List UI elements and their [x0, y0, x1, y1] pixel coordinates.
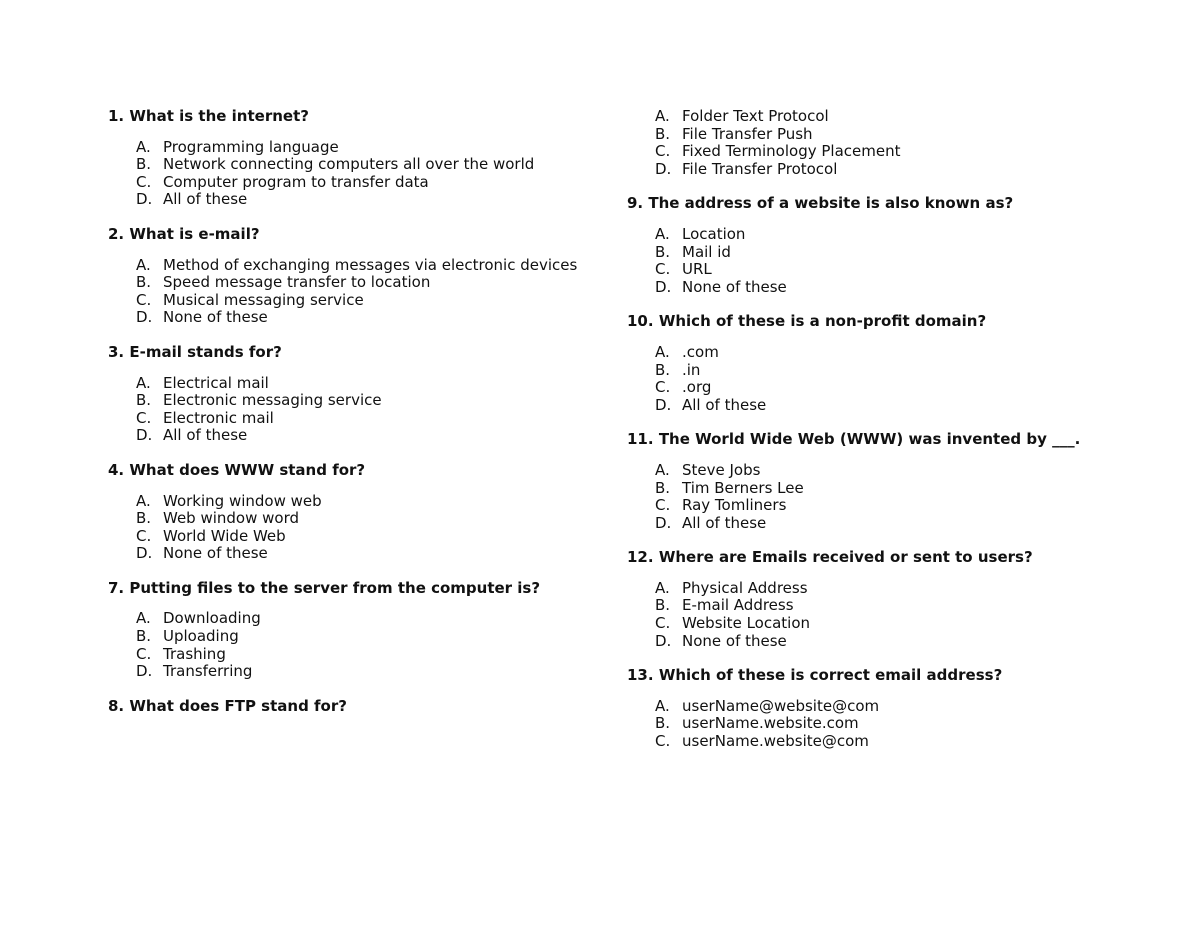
option-text: Mail id — [682, 242, 731, 261]
question-text: Which of these is correct email address? — [658, 666, 1003, 685]
question-number: 8. — [108, 696, 125, 715]
option-text: Ray Tomliners — [682, 496, 787, 515]
question-heading — [627, 667, 1147, 685]
question-number: 1. — [108, 107, 125, 125]
option-text: Musical messaging service — [163, 290, 364, 309]
option-letter: C. — [655, 496, 671, 515]
option-letter: C. — [655, 614, 671, 633]
answer-option — [108, 510, 578, 528]
option-letter: D. — [655, 277, 672, 296]
option-letter: C. — [655, 142, 671, 161]
option-text: Fixed Terminology Placement — [682, 142, 901, 161]
answer-option — [627, 244, 1147, 262]
option-letter: B. — [136, 273, 152, 292]
option-letter: A. — [136, 609, 151, 628]
question-heading — [627, 195, 1147, 213]
answer-option — [627, 126, 1147, 144]
answer-option — [108, 646, 578, 664]
answer-option — [627, 715, 1147, 733]
option-text: E-mail Address — [682, 596, 794, 615]
question-block — [627, 549, 1147, 650]
option-letter: C. — [136, 526, 152, 545]
option-text: Web window word — [163, 509, 300, 528]
question-text: E-mail stands for? — [129, 342, 282, 361]
question-heading — [108, 344, 578, 362]
option-text: All of these — [682, 395, 767, 414]
question-block — [108, 344, 578, 445]
question-heading — [627, 313, 1147, 331]
option-text: None of these — [682, 277, 787, 296]
answer-option — [108, 274, 578, 292]
continued-options-list — [627, 108, 1147, 178]
options-list — [108, 139, 578, 209]
option-letter: A. — [136, 491, 151, 510]
option-text: .org — [682, 378, 712, 397]
option-letter: A. — [655, 578, 670, 597]
option-text: File Transfer Push — [682, 124, 813, 143]
answer-option — [108, 375, 578, 393]
answer-option — [108, 139, 578, 157]
answer-option — [108, 493, 578, 511]
option-text: Website Location — [682, 614, 811, 633]
option-letter: D. — [136, 426, 153, 445]
answer-option — [627, 497, 1147, 515]
answer-option — [627, 143, 1147, 161]
options-list — [627, 462, 1147, 532]
option-letter: A. — [655, 696, 670, 715]
answer-option — [627, 733, 1147, 751]
option-letter: B. — [136, 627, 152, 646]
question-text: Putting files to the server from the computer is? — [129, 578, 541, 597]
option-letter: C. — [136, 408, 152, 427]
option-text: Electronic messaging service — [163, 391, 382, 410]
option-letter: D. — [655, 395, 672, 414]
answer-option — [627, 362, 1147, 380]
option-letter: C. — [655, 732, 671, 751]
option-text: Physical Address — [682, 578, 808, 597]
answer-option — [108, 174, 578, 192]
option-letter: C. — [136, 290, 152, 309]
question-block — [108, 580, 578, 681]
answer-option — [108, 292, 578, 310]
answer-option — [627, 515, 1147, 533]
answer-option — [627, 462, 1147, 480]
option-text: .com — [682, 342, 719, 361]
option-letter: A. — [136, 373, 151, 392]
option-text: userName.website.com — [682, 714, 859, 733]
option-letter: B. — [655, 478, 671, 497]
question-text: What is e-mail? — [129, 224, 260, 243]
question-block — [627, 431, 1147, 532]
option-text: Electrical mail — [163, 373, 269, 392]
answer-option — [627, 161, 1147, 179]
option-letter: B. — [136, 155, 152, 174]
question-heading — [108, 226, 578, 244]
question-number: 7. — [108, 578, 125, 597]
question-number: 3. — [108, 342, 125, 361]
question-number: 9. — [627, 194, 644, 213]
answer-option — [627, 615, 1147, 633]
option-text: Computer program to transfer data — [163, 172, 429, 191]
option-letter: D. — [136, 190, 153, 209]
option-letter: A. — [136, 137, 151, 156]
option-text: Location — [682, 224, 746, 243]
option-letter: C. — [655, 378, 671, 397]
question-block — [627, 313, 1147, 414]
answer-option — [627, 261, 1147, 279]
option-text: None of these — [163, 544, 268, 563]
question-number: 2. — [108, 224, 125, 243]
question-block — [627, 195, 1147, 296]
question-block — [627, 667, 1147, 750]
answer-option — [627, 580, 1147, 598]
question-block — [108, 698, 578, 716]
option-letter: B. — [136, 509, 152, 528]
options-list — [108, 493, 578, 563]
left-column — [108, 108, 578, 715]
question-block — [108, 462, 578, 563]
option-text: Method of exchanging messages via electronic devices — [163, 255, 578, 274]
question-text: What does WWW stand for? — [129, 460, 366, 479]
option-letter: B. — [655, 242, 671, 261]
answer-option — [627, 379, 1147, 397]
options-list — [627, 580, 1147, 650]
option-text: .in — [682, 360, 701, 379]
option-letter: D. — [655, 159, 672, 178]
answer-option — [627, 698, 1147, 716]
options-list — [627, 226, 1147, 296]
question-text: Which of these is a non-profit domain? — [658, 312, 987, 331]
option-letter: D. — [136, 544, 153, 563]
question-text: What does FTP stand for? — [129, 696, 347, 715]
options-list — [627, 698, 1147, 751]
question-heading — [108, 580, 578, 598]
question-heading — [108, 108, 578, 126]
answer-option — [627, 597, 1147, 615]
option-text: Trashing — [163, 644, 226, 663]
option-text: userName@website@com — [682, 696, 880, 715]
answer-option — [627, 344, 1147, 362]
option-text: Electronic mail — [163, 408, 274, 427]
option-letter: A. — [655, 460, 670, 479]
options-list — [108, 610, 578, 680]
option-text: Folder Text Protocol — [682, 107, 829, 125]
answer-option — [108, 309, 578, 327]
answer-option — [108, 663, 578, 681]
option-text: Working window web — [163, 491, 322, 510]
question-number: 12. — [627, 548, 654, 567]
answer-option — [108, 191, 578, 209]
option-letter: C. — [655, 260, 671, 279]
answer-option — [627, 108, 1147, 126]
answer-option — [108, 610, 578, 628]
question-heading — [627, 431, 1147, 449]
option-letter: D. — [655, 631, 672, 650]
answer-option — [108, 427, 578, 445]
options-list — [108, 257, 578, 327]
option-letter: D. — [136, 662, 153, 681]
option-text: Network connecting computers all over the world — [163, 155, 535, 174]
question-heading — [108, 462, 578, 480]
option-text: URL — [682, 260, 712, 279]
option-letter: D. — [655, 513, 672, 532]
option-text: World Wide Web — [163, 526, 286, 545]
option-text: All of these — [163, 190, 248, 209]
option-text: None of these — [682, 631, 787, 650]
option-text: userName.website@com — [682, 732, 869, 751]
question-block — [108, 108, 578, 209]
option-letter: A. — [655, 107, 670, 125]
question-text: Where are Emails received or sent to users? — [658, 548, 1033, 567]
option-text: Steve Jobs — [682, 460, 761, 479]
option-text: Uploading — [163, 627, 239, 646]
question-number: 4. — [108, 460, 125, 479]
question-heading — [627, 549, 1147, 567]
option-text: Programming language — [163, 137, 339, 156]
question-heading — [108, 698, 578, 716]
option-text: Speed message transfer to location — [163, 273, 431, 292]
options-list — [108, 375, 578, 445]
question-text: The World Wide Web (WWW) was invented by ___. — [658, 430, 1081, 449]
option-text: All of these — [163, 426, 248, 445]
option-letter: A. — [655, 342, 670, 361]
option-text: Tim Berners Lee — [682, 478, 804, 497]
answer-option — [627, 480, 1147, 498]
answer-option — [108, 156, 578, 174]
option-letter: C. — [136, 644, 152, 663]
option-text: Transferring — [163, 662, 253, 681]
option-letter: C. — [136, 172, 152, 191]
option-text: Downloading — [163, 609, 261, 628]
option-letter: A. — [136, 255, 151, 274]
option-text: All of these — [682, 513, 767, 532]
options-list — [627, 344, 1147, 414]
answer-option — [627, 397, 1147, 415]
option-letter: B. — [136, 391, 152, 410]
answer-option — [108, 528, 578, 546]
option-letter: B. — [655, 596, 671, 615]
right-column — [627, 108, 1147, 768]
option-letter: B. — [655, 714, 671, 733]
question-text: The address of a website is also known as? — [648, 194, 1014, 213]
answer-option — [627, 226, 1147, 244]
question-number: 10. — [627, 312, 654, 331]
answer-option — [627, 279, 1147, 297]
question-block — [108, 226, 578, 327]
answer-option — [627, 633, 1147, 651]
answer-option — [108, 410, 578, 428]
option-letter: A. — [655, 224, 670, 243]
question-number: 13. — [627, 666, 654, 685]
option-letter: D. — [136, 308, 153, 327]
option-text: File Transfer Protocol — [682, 159, 838, 178]
answer-option — [108, 257, 578, 275]
question-number: 11. — [627, 430, 654, 449]
option-letter: B. — [655, 360, 671, 379]
option-text: None of these — [163, 308, 268, 327]
answer-option — [108, 628, 578, 646]
question-text: What is the internet? — [129, 107, 309, 125]
answer-option — [108, 392, 578, 410]
answer-option — [108, 545, 578, 563]
option-letter: B. — [655, 124, 671, 143]
